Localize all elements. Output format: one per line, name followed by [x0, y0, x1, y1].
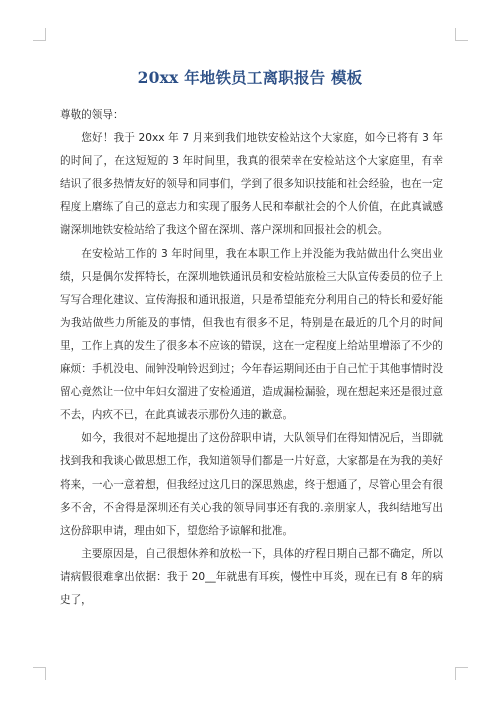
paragraph-3: 如今，我很对不起地提出了这份辞职申请，大队领导们在得知情况后，当即就找到我和我谈心做思想工作，我知道领导们都是一片好意，大家都是在为我的美好将来，一心一意着想，但我经过这几日的深思熟虑，终于想通了，尽管心里会有很多不舍，不舍得是深圳还有关心我的领导同事还有我的.亲朋家人，我纠结地写出这份辞职申请，理由如下，望您给予谅解和批准。: [60, 432, 443, 537]
crop-mark-bottom-right: [455, 667, 468, 680]
crop-mark-top-right: [455, 28, 468, 41]
crop-mark-top-left: [33, 28, 46, 41]
paragraph-2: 在安检站工作的 3 年时间里，我在本职工作上并没能为我站做出什么突出业绩，只是偶尔发挥特长，在深圳地铁通讯员和安检站旅检三大队宣传委员的位子上写写合理化建议、宣传海报和通讯报道，只是希望能充分利用自己的特长和爱好能为我站做些力所能及的事情，但我也有很多不足，特别是在最近的几个月的时间里，工作上真的发生了很多本不应该的错误，这在一定程度上给站里增添了不少的麻烦：手机没电、闹钟没响铃迟到过；今年春运期间还由于自己忙于其他事情时没留心竟然让一位中年妇女溜进了安检通道，造成漏检漏验，现在想起来还是很过意不去，内疚不已，在此真诚表示那份久违的歉意。: [60, 247, 443, 422]
paragraph-4: 主要原因是，自己很想休养和放松一下，具体的疗程日期自己都不确定，所以请病假很难拿出依据：我于 20__年就患有耳疾，慢性中耳炎，现在已有 8 年的病史了，: [60, 547, 443, 606]
salutation: 尊敬的领导：: [60, 109, 124, 121]
paragraph-1: 您好！我于 20xx 年 7 月来到我们地铁安检站这个大家庭，如今已将有 3 年的时间了，在这短短的 3 年时间里，我真的很荣幸在安检站这个大家庭里，有幸结识了很多热情友好的领导和同事们，学到了很多知识技能和社会经验，也在一定程度上磨练了自己的意志力和实现了服务人民和奉献社会的个人价值，在此真诚感谢深圳地铁安检站给了我这个留在深圳、落户深圳和回报社会的机会。: [60, 132, 443, 237]
document-body: [60, 104, 443, 612]
crop-mark-bottom-left: [33, 667, 46, 680]
document-title: 20xx 年地铁员工离职报告 模板: [137, 68, 363, 87]
